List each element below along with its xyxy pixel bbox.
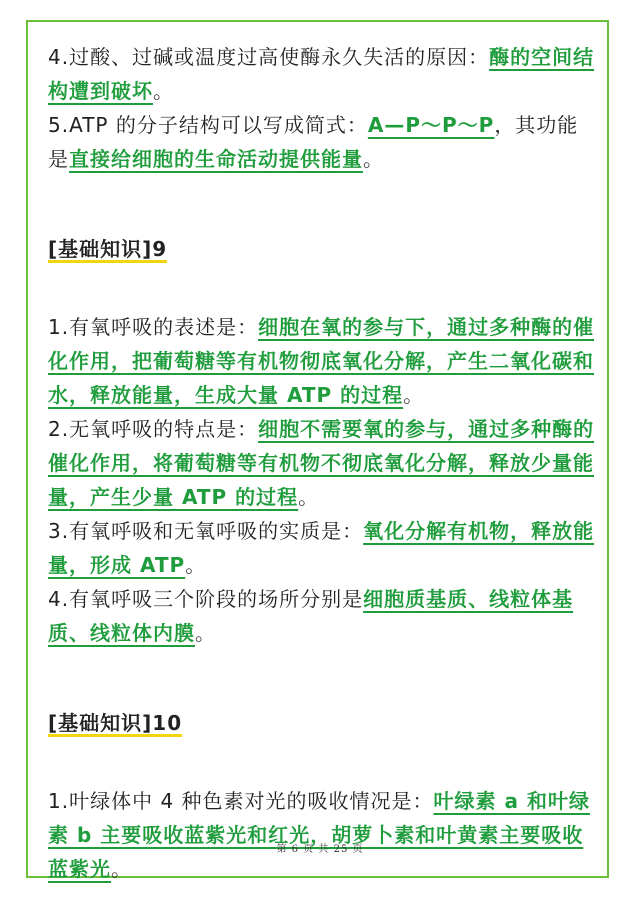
section-heading-9: [基础知识]9 (48, 232, 167, 266)
item-aerobic-stages-location: 4.有氧呼吸三个阶段的场所分别是细胞质基质、线粒体基质、线粒体内膜。 (48, 587, 574, 645)
item-enzyme-inactivation: 4.过酸、过碱或温度过高使酶永久失活的原因：酶的空间结构遭到破坏。 (48, 45, 595, 103)
question-text: 1.有氧呼吸的表述是： (48, 315, 259, 339)
item-aerobic-definition: 1.有氧呼吸的表述是：细胞在氧的参与下，通过多种酶的催化作用，把葡萄糖等有机物彻底氧化分解，产生二氧化碳和水，释放能量，生成大量 ATP 的过程。 (48, 315, 595, 407)
item-atp-structure: 5.ATP 的分子结构可以写成简式：A—P～P～P，其功能是直接给细胞的生命活动提供能量。 (48, 113, 579, 171)
question-text: 3.有氧呼吸和无氧呼吸的实质是： (48, 519, 364, 543)
question-text: 4.有氧呼吸三个阶段的场所分别是 (48, 587, 364, 611)
section-heading-10: [基础知识]10 (48, 706, 182, 740)
answer-text: 细胞在氧的参与下，通过多种酶的催化作用，把葡萄糖等有机物彻底氧化分解，产生二氧化碳和水，释放能量，生成大量 ATP 的过程 (48, 315, 595, 407)
document-body (48, 40, 596, 886)
answer-text: 酶的空间结构遭到破坏 (48, 45, 595, 103)
question-text: 4.过酸、过碱或温度过高使酶永久失活的原因： (48, 45, 490, 69)
item-respiration-essence: 3.有氧呼吸和无氧呼吸的实质是：氧化分解有机物，释放能量，形成 ATP。 (48, 519, 595, 577)
answer-text: 细胞质基质、线粒体基质、线粒体内膜 (48, 587, 574, 645)
question-text: 1.叶绿体中 4 种色素对光的吸收情况是： (48, 789, 434, 813)
answer-text: 直接给细胞的生命活动提供能量 (69, 147, 363, 171)
page-number-footer: 第 6 页 共 25 页 (276, 844, 364, 855)
item-pigment-absorption: 1.叶绿体中 4 种色素对光的吸收情况是：叶绿素 a 和叶绿素 b 主要吸收蓝紫光和红光，胡萝卜素和叶黄素主要吸收蓝紫光。 (48, 789, 590, 881)
question-text: 2.无氧呼吸的特点是： (48, 417, 259, 441)
answer-text: A—P～P～P (367, 113, 495, 137)
answer-text: 细胞不需要氧的参与，通过多种酶的催化作用，将葡萄糖等有机物不彻底氧化分解，释放少量能量，产生少量 ATP 的过程 (48, 417, 595, 509)
answer-text: 叶绿素 a 和叶绿素 b 主要吸收蓝紫光和红光，胡萝卜素和叶黄素主要吸收蓝紫光 (48, 789, 590, 881)
item-anaerobic-features: 2.无氧呼吸的特点是：细胞不需要氧的参与，通过多种酶的催化作用，将葡萄糖等有机物不彻底氧化分解，释放少量能量，产生少量 ATP 的过程。 (48, 417, 595, 509)
question-text: 5.ATP 的分子结构可以写成简式： (48, 113, 368, 137)
answer-text: 氧化分解有机物，释放能量，形成 ATP (48, 519, 595, 577)
